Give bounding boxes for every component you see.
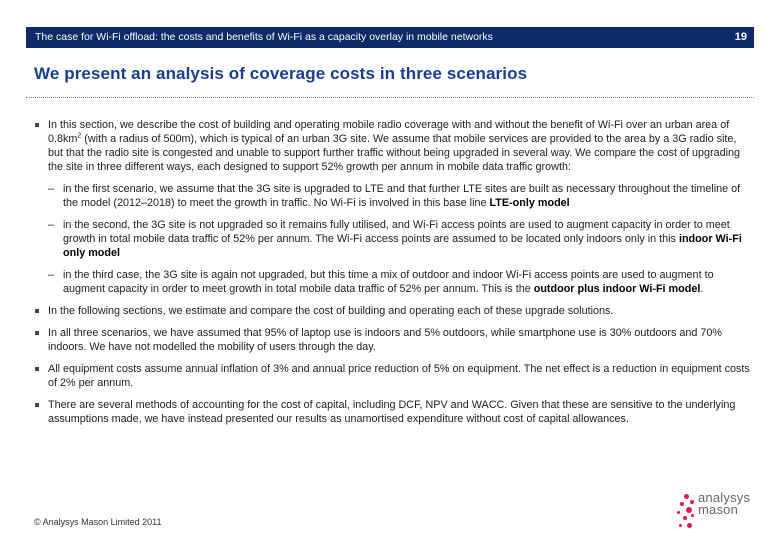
title-divider bbox=[26, 97, 754, 98]
header-bar bbox=[26, 27, 754, 48]
copyright-footer: © Analysys Mason Limited 2011 bbox=[34, 517, 162, 527]
sub-bullet-lte-only: – in the first scenario, we assume that the 3G site is upgraded to LTE and that further LTE sites are built as necessary throughout the timeline of the model (2012–2018) to meet the growth in traffic. No Wi-Fi is involved in this base line LTE-only model bbox=[48, 183, 741, 209]
bullet-intro: In this section, we describe the cost of building and operating mobile radio coverage with and without the benefit of Wi-Fi over an urban area of $0.8km^2$ (with a radius of 500m), which is typical of an urban 3G site. We assume that mobile services are provided to the area by a 3G radio site, but that the radio site is congested and unable to support further traffic without being upgraded in several way. We compare the cost of upgrading the site in three different ways, each designed to support 52% growth per annum in mobile data traffic growth: bbox=[33, 118, 751, 174]
bullet-equipment-costs: All equipment costs assume annual inflation of 3% and annual price reduction of 5% on equipment. The net effect is a reduction in equipment costs of 2% per annum. bbox=[33, 362, 751, 390]
sub-bullet-indoor-wifi: – in the second, the 3G site is not upgraded so it remains fully utilised, and Wi-Fi access points are used to augment capacity in order to meet growth in total mobile data traffic of 52% per annum. The Wi-Fi access points are assumed to be located only indoors only in this indoor Wi-Fi only model bbox=[48, 219, 742, 259]
bullet-following-sections: In the following sections, we estimate and compare the cost of building and operating each of these upgrade solutions. bbox=[33, 304, 751, 318]
bullet-cost-of-capital: There are several methods of accounting for the cost of capital, including DCF, NPV and WACC. Given that these are sensitive to the underlying assumptions made, we have instead presented our results as unamortised expenditure without cost of capital allowances. bbox=[33, 398, 751, 426]
logo-line-2: mason bbox=[698, 502, 739, 517]
document-title: The case for Wi-Fi offload: the costs and benefits of Wi-Fi as a capacity overlay in mobile networks bbox=[35, 31, 493, 43]
page-number: 19 bbox=[734, 31, 747, 43]
body-content bbox=[33, 118, 751, 434]
sub-bullet-outdoor-indoor-wifi: – in the third case, the 3G site is again not upgraded, but this time a mix of outdoor and indoor Wi-Fi access points are used to augment to augment capacity in order to meet growth in total mobile data traffic of 52% per annum. This is the outdoor plus indoor Wi-Fi model. bbox=[48, 269, 714, 295]
logo-line-1: analysys bbox=[698, 490, 751, 505]
analysys-mason-logo bbox=[672, 492, 754, 532]
page-title: We present an analysis of coverage costs in three scenarios bbox=[34, 64, 528, 83]
bullet-usage-assumptions: In all three scenarios, we have assumed that 95% of laptop use is indoors and 5% outdoors, while smartphone use is 30% outdoors and 70% indoors. We have not modelled the mobility of users through the day. bbox=[33, 326, 751, 354]
